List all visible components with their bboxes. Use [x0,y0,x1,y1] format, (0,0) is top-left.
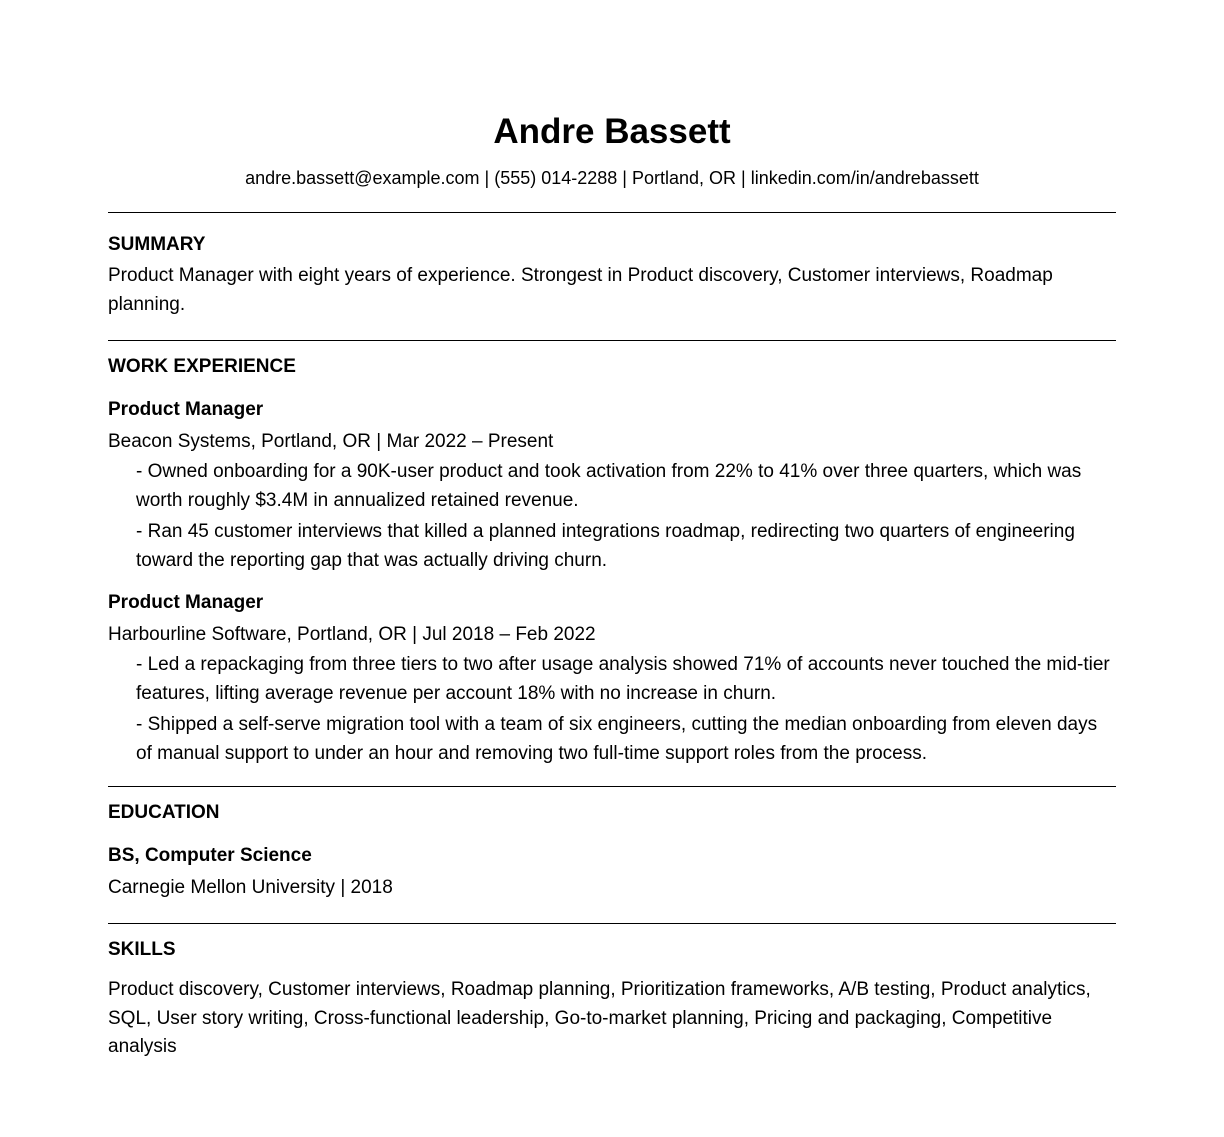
job-bullets [108,458,1116,575]
skills-section [108,938,1116,1062]
summary-section [108,233,1116,319]
job-title: Product Manager [108,592,264,613]
contact-linkedin: linkedin.com/in/andrebassett [750,168,979,188]
degree-title: BS, Computer Science [108,845,312,866]
skills-text: Product discovery, Customer interviews, Roadmap planning, Prioritization frameworks, A/B testing, Product analytics, SQL, User story writing, Cross-functional leadership, Go-to-market planning, Pricing and packaging, Competitive analysis [108,979,1091,1057]
job-bullets [108,651,1116,768]
job-entry [108,591,1116,768]
contact-separator: | [484,168,490,188]
section-divider [108,212,1116,213]
contact-line [108,166,1116,190]
contact-email: andre.bassett@example.com [245,168,480,188]
job-meta: Harbourline Software, Portland, OR | Jul 2018 – Feb 2022 [108,624,596,645]
summary-heading: SUMMARY [108,234,206,255]
job-bullet: - Led a repackaging from three tiers to two after usage analysis showed 71% of accounts never touched the mid-tier features, lifting average revenue per account 18% with no increase in churn. [136,654,1110,704]
job-title: Product Manager [108,399,264,420]
section-divider [108,340,1116,341]
job-bullet: - Ran 45 customer interviews that killed a planned integrations roadmap, redirecting two quarters of engineering toward the reporting gap that was actually driving churn. [136,521,1075,571]
contact-separator: | [741,168,746,188]
section-divider [108,923,1116,924]
contact-separator: | [622,168,627,188]
candidate-name: Andre Bassett [493,112,731,151]
job-bullet: - Owned onboarding for a 90K-user product and took activation from 22% to 41% over three quarters, which was worth roughly $3.4M in annualized retained revenue. [136,461,1082,511]
contact-phone: (555) 014-2288 [494,168,618,188]
education-heading: EDUCATION [108,802,220,823]
job-meta: Beacon Systems, Portland, OR | Mar 2022 – Present [108,431,554,452]
skills-heading: SKILLS [108,939,176,960]
job-entry [108,398,1116,575]
education-section [108,801,1116,902]
section-divider [108,786,1116,787]
contact-location: Portland, OR [631,168,737,188]
experience-heading: WORK EXPERIENCE [108,356,296,377]
summary-text: Product Manager with eight years of experience. Strongest in Product discovery, Customer interviews, Roadmap planning. [108,265,1053,315]
job-bullet: - Shipped a self-serve migration tool with a team of six engineers, cutting the median onboarding from eleven days of manual support to under an hour and removing two full-time support roles from the process. [136,714,1098,764]
school-line: Carnegie Mellon University | 2018 [108,877,393,898]
experience-section [108,355,1116,768]
